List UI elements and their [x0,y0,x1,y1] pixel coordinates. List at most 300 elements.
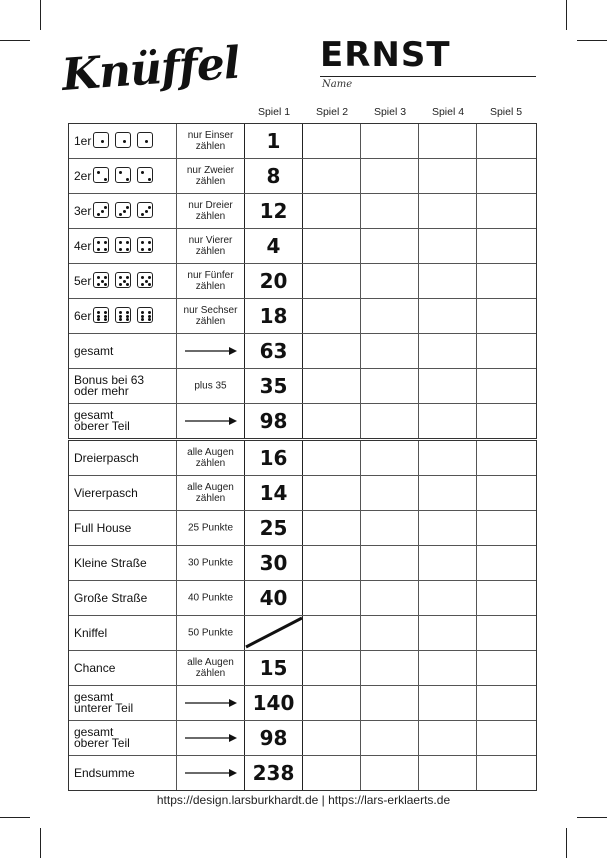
score-row [69,546,536,581]
row-label-cell [69,686,177,720]
score-cell-game-4[interactable] [419,404,477,438]
score-value: 140 [252,691,295,715]
die-pip [126,318,129,321]
row-label-cell [69,299,177,333]
row-label-cell [69,264,177,298]
score-row [69,369,536,404]
row-desc-cell [177,369,245,403]
row-desc-line: zählen [195,246,226,257]
row-label-cell [69,756,177,790]
score-row [69,159,536,194]
score-cell-game-3[interactable] [361,194,419,228]
score-value: 8 [266,164,281,188]
score-cell-game-4[interactable] [419,441,477,475]
die-pip [148,206,151,209]
game-header-5: Spiel 5 [489,106,523,118]
score-cell-game-1[interactable] [245,159,303,193]
die-2-icon [115,167,131,183]
score-cell-game-5[interactable] [477,299,535,333]
row-label: Kleine Straße [74,556,147,570]
score-cell-game-1[interactable] [245,511,303,545]
die-pip [97,241,100,244]
crop-mark [577,40,607,41]
die-pip [104,283,107,286]
score-cell-game-3[interactable] [361,651,419,685]
footer-links: https://design.larsburkhardt.de | https://lars-erklaerts.de [156,793,451,807]
score-cell-game-4[interactable] [419,299,477,333]
score-cell-game-5[interactable] [477,581,535,615]
row-desc [177,381,244,392]
score-cell-game-1[interactable] [245,616,303,650]
score-cell-game-1[interactable] [245,476,303,510]
row-label [74,410,130,432]
score-cell-game-2[interactable] [303,616,361,650]
score-cell-game-3[interactable] [361,686,419,720]
score-cell-game-5[interactable] [477,369,535,403]
score-row [69,511,536,546]
die-pip [141,241,144,244]
score-cell-game-5[interactable] [477,476,535,510]
row-desc-line: alle Augen [187,657,234,668]
row-desc [177,523,244,534]
die-2-icon [93,167,109,183]
score-row [69,616,536,651]
row-desc-line: nur Zweier [186,165,235,176]
score-cell-game-4[interactable] [419,229,477,263]
row-label: Endsumme [74,766,135,780]
row-label-cell [69,229,177,263]
dice-group [93,237,153,253]
score-value: 1 [266,129,281,153]
score-cell-game-2[interactable] [303,476,361,510]
score-cell-game-1[interactable] [245,369,303,403]
row-label-cell [69,721,177,755]
row-label: Dreierpasch [74,451,139,465]
row-label-line: gesamt [74,725,114,739]
score-value: 18 [259,304,288,328]
die-3-icon [115,202,131,218]
score-cell-game-1[interactable] [245,546,303,580]
score-cell-game-1[interactable] [245,721,303,755]
score-cell-game-1[interactable] [245,651,303,685]
score-cell-game-2[interactable] [303,686,361,720]
die-pip [119,283,122,286]
score-row [69,229,536,264]
row-label [74,692,133,714]
score-cell-game-1[interactable] [245,229,303,263]
die-pip [148,178,151,181]
score-cell-game-2[interactable] [303,159,361,193]
score-cell-game-5[interactable] [477,194,535,228]
score-cell-game-5[interactable] [477,721,535,755]
row-desc-cell [177,756,245,790]
row-label-cell [69,194,177,228]
score-value: 98 [259,726,288,750]
row-desc [177,305,244,327]
score-cell-game-2[interactable] [303,299,361,333]
row-desc-line: zählen [195,176,226,187]
row-desc-line: 25 Punkte [187,522,234,534]
score-cell-game-3[interactable] [361,476,419,510]
arrow-right-icon [185,415,237,427]
row-label-cell [69,369,177,403]
score-cell-game-2[interactable] [303,756,361,790]
score-row [69,686,536,721]
score-cell-game-1[interactable] [245,124,303,158]
game-header-1: Spiel 1 [257,106,291,118]
game-logo: Knüffel [60,37,242,101]
score-cell-game-5[interactable] [477,616,535,650]
row-desc-cell [177,264,245,298]
score-cell-game-2[interactable] [303,651,361,685]
crop-mark [0,40,30,41]
score-cell-game-1[interactable] [245,686,303,720]
die-pip [145,210,148,213]
score-row [69,299,536,334]
score-cell-game-5[interactable] [477,159,535,193]
score-row [69,264,536,299]
die-pip [97,311,100,314]
die-pip [126,248,129,251]
die-pip [119,276,122,279]
score-cell-game-5[interactable] [477,756,535,790]
score-cell-game-3[interactable] [361,159,419,193]
score-cell-game-1[interactable] [245,264,303,298]
die-pip [148,318,151,321]
die-pip [119,213,122,216]
score-cell-game-2[interactable] [303,264,361,298]
die-pip [126,283,129,286]
die-6-icon [93,307,109,323]
score-cell-game-2[interactable] [303,404,361,438]
score-value: 16 [259,446,288,470]
game-header-2: Spiel 2 [315,106,349,118]
row-label-cell [69,159,177,193]
row-label-cell [69,651,177,685]
row-label: Kniffel [74,626,108,640]
score-cell-game-2[interactable] [303,581,361,615]
score-cell-game-2[interactable] [303,721,361,755]
row-label-line: oberer Teil [74,736,130,750]
score-cell-game-3[interactable] [361,616,419,650]
score-cell-game-2[interactable] [303,369,361,403]
crop-mark [40,0,41,30]
score-cell-game-3[interactable] [361,264,419,298]
row-desc [177,165,244,187]
row-desc-line: nur Einser [187,130,234,141]
score-cell-game-1[interactable] [245,404,303,438]
score-row [69,124,536,159]
crop-mark [0,817,30,818]
row-label: Große Straße [74,591,148,605]
die-pip [148,311,151,314]
score-cell-game-2[interactable] [303,229,361,263]
die-pip [104,311,107,314]
score-cell-game-2[interactable] [303,334,361,368]
row-label-cell [69,441,177,475]
die-pip [97,276,100,279]
die-3-icon [137,202,153,218]
score-cell-game-4[interactable] [419,756,477,790]
arrow-right-icon [185,345,237,357]
die-pip [148,276,151,279]
arrow-right-icon [185,697,237,709]
die-pip [104,248,107,251]
crop-mark [566,828,567,858]
score-cell-game-1[interactable] [245,299,303,333]
die-pip [97,248,100,251]
score-value: 14 [259,481,288,505]
row-desc-cell [177,511,245,545]
die-pip [119,318,122,321]
die-pip [104,318,107,321]
score-cell-game-1[interactable] [245,334,303,368]
die-4-icon [137,237,153,253]
row-desc-cell [177,404,245,438]
row-desc [177,270,244,292]
row-desc-line: zählen [195,211,226,222]
score-value: 98 [259,409,288,433]
score-cell-game-2[interactable] [303,441,361,475]
die-pip [141,213,144,216]
name-label: Name [322,79,353,90]
dice-group [93,202,153,218]
die-pip [97,318,100,321]
die-1-icon [93,132,109,148]
score-cell-game-2[interactable] [303,511,361,545]
die-pip [119,248,122,251]
score-cell-game-1[interactable] [245,194,303,228]
score-cell-game-5[interactable] [477,651,535,685]
score-value: 238 [252,761,295,785]
upper-section [68,123,537,439]
row-label: Chance [74,661,116,675]
row-label: 1er [74,134,92,148]
score-value: 40 [259,586,288,610]
game-header-3: Spiel 3 [373,106,407,118]
score-cell-game-1[interactable] [245,581,303,615]
score-cell-game-4[interactable] [419,546,477,580]
row-desc-line: nur Dreier [188,200,233,211]
row-desc-line: plus 35 [194,380,227,392]
strike-through-mark [245,616,303,650]
crop-mark [40,828,41,858]
score-cell-game-3[interactable] [361,229,419,263]
row-label-line: gesamt [74,408,114,422]
die-pip [141,311,144,314]
row-desc-cell [177,441,245,475]
score-cell-game-5[interactable] [477,441,535,475]
die-4-icon [93,237,109,253]
row-label: gesamt [74,344,114,358]
row-desc-line: nur Vierer [188,235,233,246]
row-desc [177,482,244,504]
row-desc-cell [177,229,245,263]
row-desc [177,628,244,639]
score-cell-game-4[interactable] [419,264,477,298]
score-cell-game-5[interactable] [477,124,535,158]
die-5-icon [115,272,131,288]
die-pip [119,241,122,244]
die-pip [141,283,144,286]
row-desc-line: nur Sechser [183,305,238,316]
die-pip [126,178,129,181]
score-cell-game-4[interactable] [419,476,477,510]
player-name: ERNST [320,35,451,75]
score-value: 30 [259,551,288,575]
dice-group [93,272,153,288]
score-cell-game-4[interactable] [419,334,477,368]
row-desc-line: alle Augen [187,482,234,493]
score-value: 35 [259,374,288,398]
die-pip [145,280,148,283]
score-cell-game-4[interactable] [419,651,477,685]
lower-section [68,440,537,791]
score-value: 20 [259,269,288,293]
row-label: 4er [74,239,92,253]
die-pip [141,276,144,279]
die-pip [141,248,144,251]
score-cell-game-3[interactable] [361,369,419,403]
row-label: Full House [74,521,132,535]
arrow-right-icon [185,767,237,779]
score-cell-game-4[interactable] [419,511,477,545]
die-pip [126,311,129,314]
row-desc-line: 40 Punkte [187,592,234,604]
row-label-cell [69,581,177,615]
score-cell-game-2[interactable] [303,546,361,580]
row-label-line: Bonus bei 63 [74,373,145,387]
score-cell-game-5[interactable] [477,334,535,368]
arrow-right-icon [185,732,237,744]
row-desc-line: zählen [195,281,226,292]
score-cell-game-5[interactable] [477,229,535,263]
score-cell-game-4[interactable] [419,581,477,615]
score-cell-game-3[interactable] [361,124,419,158]
die-2-icon [137,167,153,183]
row-desc [177,200,244,222]
score-cell-game-2[interactable] [303,124,361,158]
dice-group [93,132,153,148]
row-label: 2er [74,169,92,183]
score-cell-game-5[interactable] [477,686,535,720]
score-row [69,756,536,790]
row-desc-line: 50 Punkte [187,627,234,639]
name-underline [320,76,536,77]
row-label-line: oberer Teil [74,419,130,433]
die-pip [104,206,107,209]
score-cell-game-3[interactable] [361,756,419,790]
row-desc-cell [177,124,245,158]
score-cell-game-1[interactable] [245,441,303,475]
score-cell-game-4[interactable] [419,194,477,228]
score-cell-game-3[interactable] [361,546,419,580]
score-cell-game-5[interactable] [477,404,535,438]
score-row [69,404,536,438]
row-label [74,375,144,397]
score-cell-game-5[interactable] [477,511,535,545]
score-cell-game-3[interactable] [361,581,419,615]
score-cell-game-3[interactable] [361,441,419,475]
row-desc-cell [177,721,245,755]
row-desc-line: nur Fünfer [187,270,234,281]
score-cell-game-4[interactable] [419,124,477,158]
score-value: 63 [259,339,288,363]
score-cell-game-4[interactable] [419,159,477,193]
row-desc-cell [177,581,245,615]
row-desc-cell [177,686,245,720]
score-cell-game-4[interactable] [419,686,477,720]
die-5-icon [93,272,109,288]
row-label: Viererpasch [74,486,138,500]
die-pip [145,140,148,143]
row-label: 6er [74,309,92,323]
score-cell-game-3[interactable] [361,404,419,438]
score-row [69,721,536,756]
die-1-icon [137,132,153,148]
score-cell-game-3[interactable] [361,334,419,368]
die-pip [119,311,122,314]
row-desc-line: zählen [195,141,226,152]
row-desc-cell [177,194,245,228]
die-pip [148,248,151,251]
die-pip [141,171,144,174]
game-header-4: Spiel 4 [431,106,465,118]
crop-mark [577,817,607,818]
score-cell-game-3[interactable] [361,721,419,755]
row-desc-line: 30 Punkte [187,557,234,569]
row-label-cell [69,334,177,368]
row-desc-line: zählen [195,458,226,469]
score-cell-game-3[interactable] [361,511,419,545]
die-pip [126,276,129,279]
die-pip [104,241,107,244]
score-cell-game-5[interactable] [477,264,535,298]
die-pip [141,318,144,321]
row-desc-cell [177,616,245,650]
score-value: 15 [259,656,288,680]
score-cell-game-5[interactable] [477,546,535,580]
row-desc-line: zählen [195,316,226,327]
die-pip [123,280,126,283]
die-pip [97,171,100,174]
die-pip [101,140,104,143]
row-label-cell [69,124,177,158]
row-label-cell [69,546,177,580]
score-cell-game-3[interactable] [361,299,419,333]
score-cell-game-4[interactable] [419,616,477,650]
score-cell-game-4[interactable] [419,721,477,755]
dice-group [93,167,153,183]
score-row [69,651,536,686]
row-label-line: oder mehr [74,384,129,398]
die-pip [123,140,126,143]
score-row [69,194,536,229]
row-label-cell [69,511,177,545]
die-pip [148,283,151,286]
row-label-cell [69,616,177,650]
score-row [69,476,536,511]
row-desc-cell [177,299,245,333]
die-1-icon [115,132,131,148]
score-cell-game-1[interactable] [245,756,303,790]
score-cell-game-2[interactable] [303,194,361,228]
die-pip [123,210,126,213]
score-value: 25 [259,516,288,540]
score-cell-game-4[interactable] [419,369,477,403]
die-pip [101,280,104,283]
score-row [69,581,536,616]
